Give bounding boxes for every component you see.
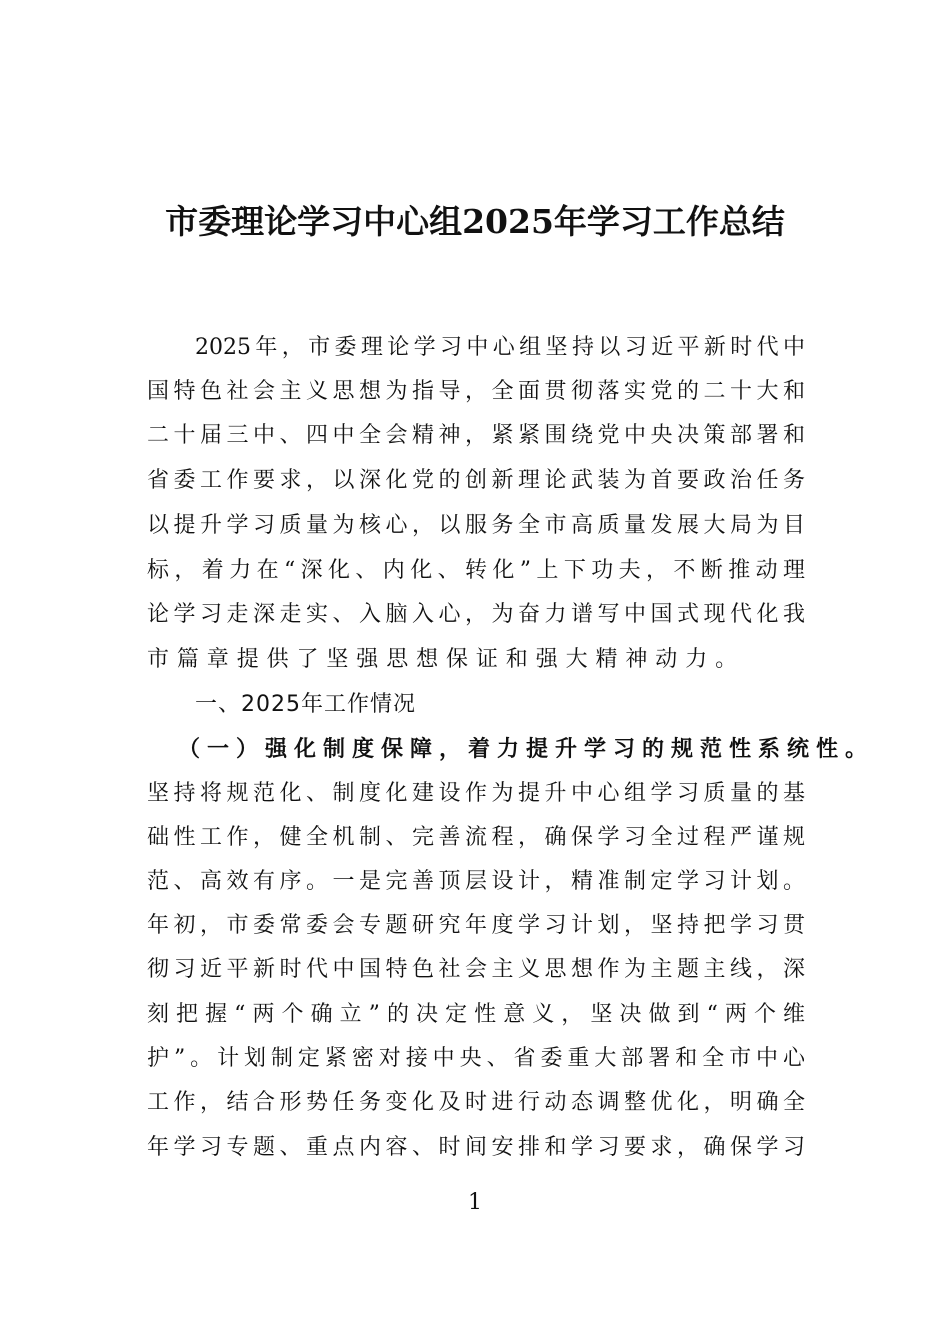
paragraph-line: 础性工作，健全机制、完善流程，确保学习全过程严谨规: [147, 825, 805, 850]
paragraph-line: 年学习专题、重点内容、时间安排和学习要求，确保学习: [147, 1135, 805, 1160]
paragraph-line: 二十届三中、四中全会精神，紧紧围绕党中央决策部署和: [147, 423, 805, 448]
paragraph-line: 坚持将规范化、制度化建设作为提升中心组学习质量的基: [147, 781, 805, 806]
subsection-heading: （一）强化制度保障，着力提升学习的规范性系统性。: [178, 736, 875, 762]
paragraph-line: 刻把握“两个确立”的决定性意义，坚决做到“两个维: [147, 1002, 805, 1027]
paragraph-line: 标，着力在“深化、内化、转化”上下功夫，不断推动理: [147, 558, 805, 583]
paragraph-line: 年初，市委常委会专题研究年度学习计划，坚持把学习贯: [147, 913, 805, 938]
document-title: 市委理论学习中心组2025年学习工作总结: [165, 202, 785, 241]
paragraph-line: 彻习近平新时代中国特色社会主义思想作为主题主线，深: [147, 957, 805, 982]
paragraph-line: 护”。计划制定紧密对接中央、省委重大部署和全市中心: [147, 1046, 805, 1071]
paragraph-line: 省委工作要求，以深化党的创新理论武装为首要政治任务: [147, 468, 805, 493]
paragraph-line: 范、高效有序。一是完善顶层设计，精准制定学习计划。: [147, 869, 805, 894]
paragraph-line: 市篇章提供了坚强思想保证和强大精神动力。: [147, 647, 746, 672]
paragraph-line: 论学习走深走实、入脑入心，为奋力谱写中国式现代化我: [147, 602, 805, 627]
paragraph-line: 以提升学习质量为核心，以服务全市高质量发展大局为目: [147, 513, 805, 538]
paragraph-line: 国特色社会主义思想为指导，全面贯彻落实党的二十大和: [147, 379, 805, 404]
section-heading: 一、2025年工作情况: [195, 692, 416, 717]
paragraph-line: 工作，结合形势任务变化及时进行动态调整优化，明确全: [147, 1090, 805, 1115]
page-number: 1: [468, 1190, 482, 1215]
paragraph-line: 2025年，市委理论学习中心组坚持以习近平新时代中: [195, 335, 805, 360]
